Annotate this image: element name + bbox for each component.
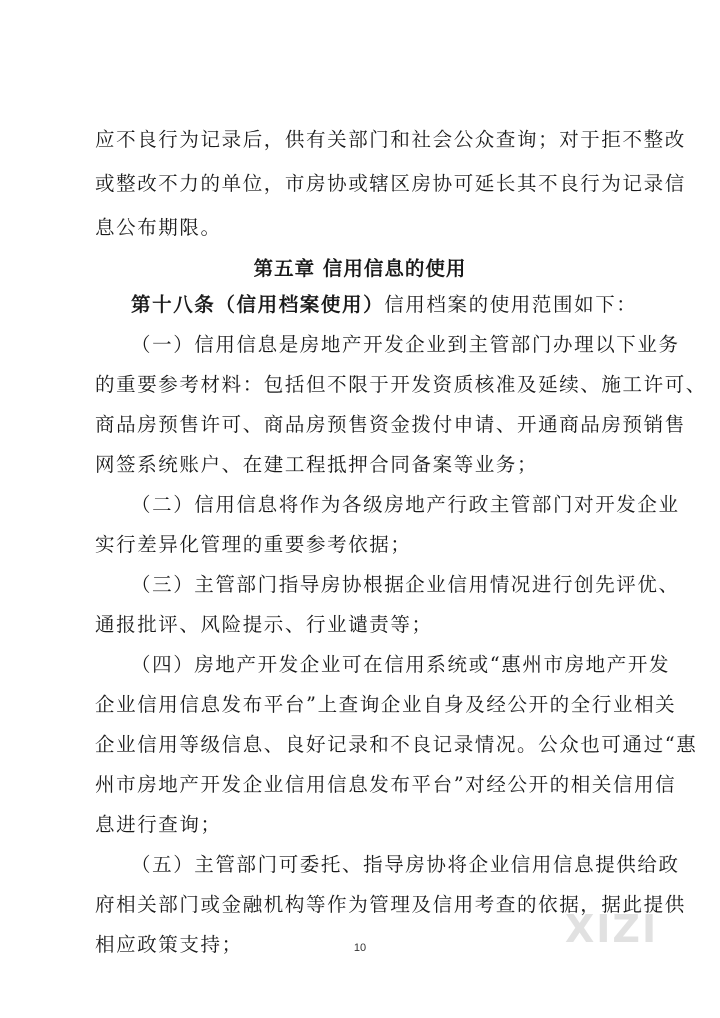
item-3-line: 通报批评、风险提示、行业谴责等； — [95, 613, 433, 636]
article-line — [131, 285, 671, 325]
item-4-line: 息进行查询； — [95, 813, 222, 836]
chapter-heading: 第五章 信用信息的使用 — [253, 257, 467, 280]
paragraph-line: 或整改不力的单位，市房协或辖区房协可延长其不良行为记录信 — [95, 172, 686, 195]
article-intro: 信用档案的使用范围如下： — [384, 293, 638, 316]
item-5-line: （五）主管部门可委托、指导房协将企业信用信息提供给政 — [131, 853, 680, 876]
item-3-line: （三）主管部门指导房协根据企业信用情况进行创先评优、 — [131, 573, 680, 596]
item-1-line: 网签系统账户、在建工程抵押合同备案等业务； — [95, 453, 539, 476]
item-4-line: 企业信用信息发布平台”上查询企业自身及经公开的全行业相关 — [95, 693, 677, 716]
item-2-line: （二）信用信息将作为各级房地产行政主管部门对开发企业 — [131, 493, 680, 516]
paragraph-line: 应不良行为记录后，供有关部门和社会公众查询；对于拒不整改 — [95, 128, 686, 151]
item-1-line: （一）信用信息是房地产开发企业到主管部门办理以下业务 — [131, 333, 680, 356]
item-1-line: 商品房预售许可、商品房预售资金拨付申请、开通商品房预销售 — [95, 413, 686, 436]
paragraph-line: 息公布期限。 — [95, 216, 222, 239]
item-4-line: （四）房地产开发企业可在信用系统或“惠州市房地产开发 — [131, 653, 671, 676]
item-4-line: 企业信用等级信息、良好记录和不良记录情况。公众也可通过“惠 — [95, 733, 698, 756]
item-5-line: 相应政策支持； — [95, 933, 243, 956]
watermark-logo: XIZI — [565, 907, 659, 951]
page-number: 10 — [353, 942, 367, 954]
item-5-line: 府相关部门或金融机构等作为管理及信用考查的依据，据此提供 — [95, 893, 686, 916]
article-title: 第十八条（信用档案使用） — [131, 293, 385, 316]
item-4-line: 州市房地产开发企业信用信息发布平台”对经公开的相关信用信 — [95, 773, 677, 796]
item-2-line: 实行差异化管理的重要参考依据； — [95, 533, 412, 556]
item-1-line: 的重要参考材料：包括但不限于开发资质核准及延续、施工许可、 — [95, 373, 707, 396]
